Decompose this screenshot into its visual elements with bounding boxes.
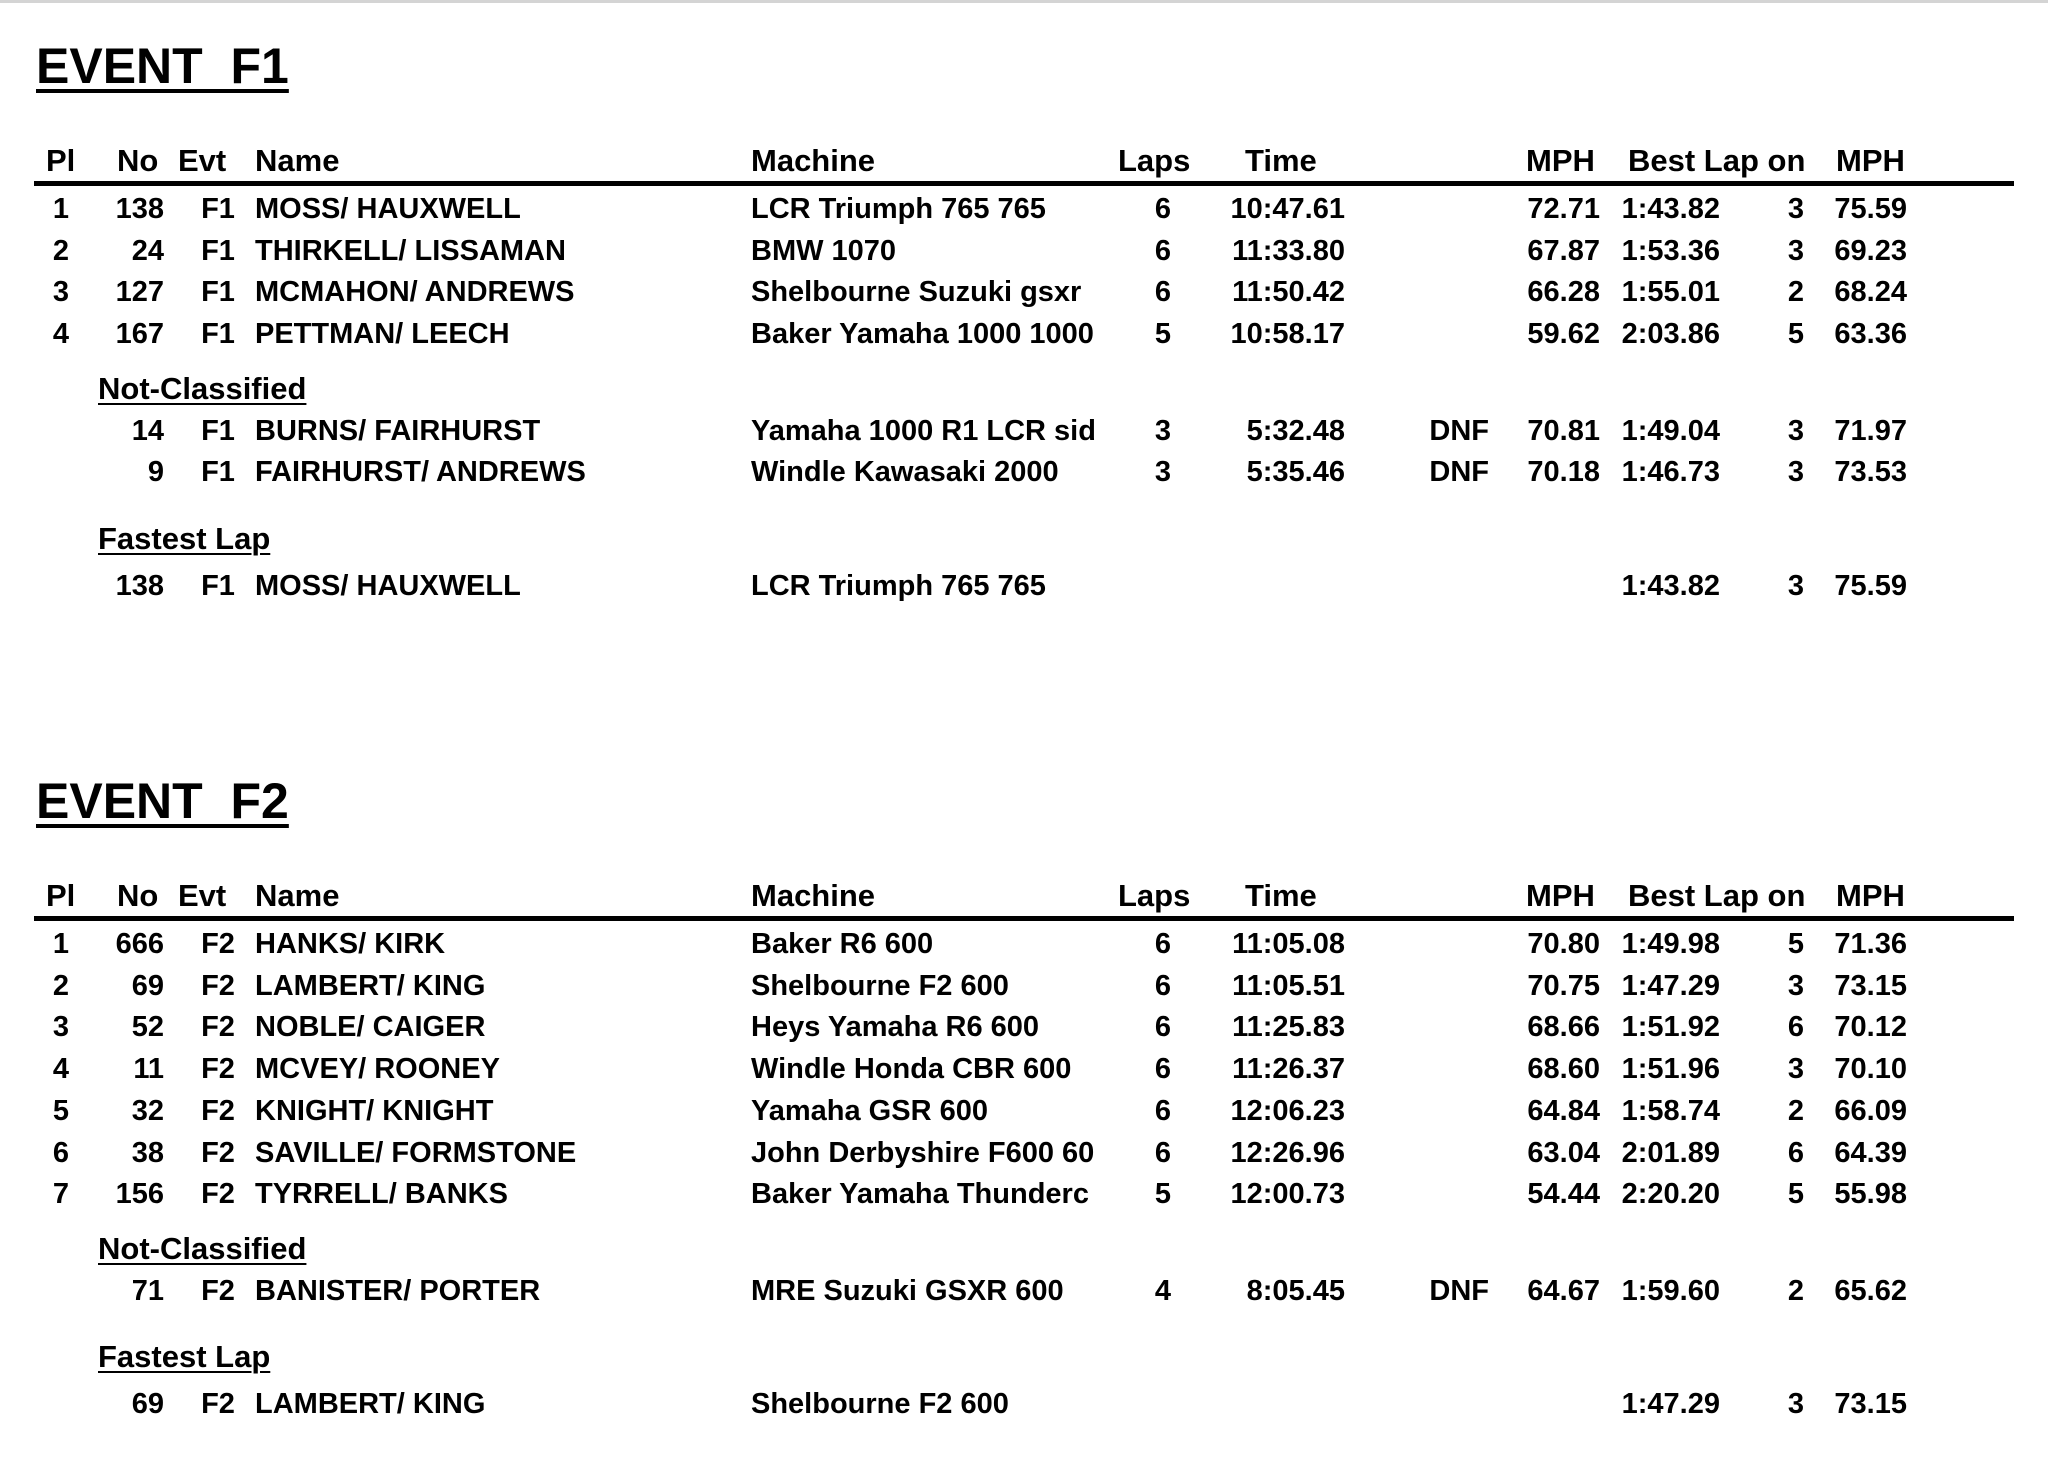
number-cell: 156 xyxy=(115,1178,164,1211)
mph-cell: 70.18 xyxy=(1527,456,1600,489)
best-lap-mph-cell: 66.09 xyxy=(1834,1094,1907,1127)
time-cell: 5:35.46 xyxy=(1246,456,1345,489)
best-lap-on-cell: 6 xyxy=(1787,1011,1804,1044)
result-row xyxy=(0,188,2048,230)
best-lap-on-cell: 5 xyxy=(1787,318,1804,351)
name-cell: BANISTER/ PORTER xyxy=(255,1274,541,1307)
best-lap-mph-cell: 70.10 xyxy=(1834,1053,1907,1086)
best-lap-mph-cell: 70.12 xyxy=(1834,1011,1907,1044)
name-cell: LAMBERT/ KING xyxy=(255,969,486,1002)
best-lap-mph-cell: 71.97 xyxy=(1834,414,1907,447)
best-lap-cell: 1:53.36 xyxy=(1621,234,1720,267)
number-cell: 138 xyxy=(115,569,164,602)
best-lap-cell: 2:01.89 xyxy=(1621,1136,1720,1169)
best-lap-mph-cell: 75.59 xyxy=(1834,569,1907,602)
best-lap-mph-cell: 73.53 xyxy=(1834,456,1907,489)
header-rule xyxy=(34,916,2014,921)
place-cell: 4 xyxy=(52,1053,70,1086)
result-row xyxy=(0,1090,2048,1132)
best-lap-on-cell: 3 xyxy=(1787,234,1804,267)
name-cell: NOBLE/ CAIGER xyxy=(255,1011,486,1044)
best-lap-on-cell: 2 xyxy=(1787,1274,1804,1307)
not-classified-label: Not-Classified xyxy=(98,370,307,406)
event-cell: F2 xyxy=(201,1274,235,1307)
event-cell: F1 xyxy=(201,276,235,309)
mph-cell: 70.75 xyxy=(1527,969,1600,1002)
machine-cell: LCR Triumph 765 765 xyxy=(751,193,1046,225)
fastest-lap-label: Fastest Lap xyxy=(98,520,271,556)
best-lap-cell: 1:55.01 xyxy=(1621,276,1720,309)
machine-cell: Heys Yamaha R6 600 xyxy=(751,1011,1040,1044)
best-lap-cell: 2:20.20 xyxy=(1621,1178,1720,1211)
number-cell: 71 xyxy=(131,1274,164,1307)
best-lap-cell: 1:43.82 xyxy=(1621,569,1720,602)
time-cell: 10:47.61 xyxy=(1230,193,1345,225)
header-best-mph: MPH xyxy=(1836,878,1905,913)
header-rule xyxy=(34,181,2014,186)
event-cell: F2 xyxy=(201,1094,235,1127)
event-cell: F2 xyxy=(201,1388,235,1420)
time-cell: 11:25.83 xyxy=(1232,1011,1345,1044)
header-pl: Pl xyxy=(46,143,76,178)
number-cell: 666 xyxy=(115,928,164,960)
header-pl: Pl xyxy=(46,878,76,913)
header-mph: MPH xyxy=(1526,878,1595,913)
best-lap-cell: 1:51.92 xyxy=(1621,1011,1720,1044)
machine-cell: Yamaha GSR 600 xyxy=(751,1094,988,1127)
number-cell: 24 xyxy=(131,234,164,267)
machine-cell: Baker R6 600 xyxy=(751,928,934,960)
number-cell: 69 xyxy=(131,1388,164,1420)
number-cell: 138 xyxy=(115,193,164,225)
laps-cell: 6 xyxy=(1154,1011,1172,1044)
mph-cell: 64.84 xyxy=(1527,1094,1600,1127)
best-lap-mph-cell: 64.39 xyxy=(1834,1136,1907,1169)
header-name: Name xyxy=(255,143,340,178)
result-row xyxy=(0,1173,2048,1215)
time-cell: 11:05.51 xyxy=(1232,969,1345,1002)
event-cell: F2 xyxy=(201,928,235,960)
header-machine: Machine xyxy=(751,878,876,913)
laps-cell: 5 xyxy=(1154,318,1172,351)
time-cell: 11:26.37 xyxy=(1232,1053,1345,1086)
result-row xyxy=(0,923,2048,965)
best-lap-on-cell: 3 xyxy=(1787,456,1804,489)
laps-cell: 5 xyxy=(1154,1178,1172,1211)
mph-cell: 54.44 xyxy=(1527,1178,1600,1211)
header-laps: Laps xyxy=(1118,878,1191,913)
result-row xyxy=(0,271,2048,313)
mph-cell: 67.87 xyxy=(1527,234,1600,267)
result-row xyxy=(0,1132,2048,1174)
header-mph: MPH xyxy=(1526,143,1595,178)
best-lap-cell: 1:47.29 xyxy=(1621,969,1720,1002)
header-evt: Evt xyxy=(178,143,227,178)
best-lap-on-cell: 3 xyxy=(1787,969,1804,1002)
best-lap-mph-cell: 69.23 xyxy=(1834,234,1907,267)
event-cell: F1 xyxy=(201,414,235,447)
machine-cell: BMW 1070 xyxy=(751,234,897,267)
event-cell: F2 xyxy=(201,1011,235,1044)
best-lap-on-cell: 3 xyxy=(1787,1053,1804,1086)
result-row xyxy=(0,965,2048,1007)
place-cell: 2 xyxy=(52,969,70,1002)
fastest-lap-row xyxy=(0,1383,2048,1425)
name-cell: BURNS/ FAIRHURST xyxy=(255,414,541,447)
place-cell: 6 xyxy=(52,1136,70,1169)
laps-cell: 6 xyxy=(1154,928,1172,960)
best-lap-on-cell: 5 xyxy=(1787,1178,1804,1211)
best-lap-mph-cell: 63.36 xyxy=(1834,318,1907,351)
machine-cell: Baker Yamaha 1000 1000 xyxy=(751,318,1094,351)
best-lap-on-cell: 3 xyxy=(1787,569,1804,602)
machine-cell: LCR Triumph 765 765 xyxy=(751,569,1046,602)
best-lap-cell: 1:58.74 xyxy=(1621,1094,1720,1127)
place-cell: 3 xyxy=(52,276,70,309)
best-lap-cell: 2:03.86 xyxy=(1621,318,1720,351)
laps-cell: 6 xyxy=(1154,1136,1172,1169)
name-cell: THIRKELL/ LISSAMAN xyxy=(255,234,566,267)
event-cell: F2 xyxy=(201,1136,235,1169)
result-row xyxy=(0,230,2048,272)
name-cell: KNIGHT/ KNIGHT xyxy=(255,1094,494,1127)
header-best-lap-on: Best Lap on xyxy=(1628,143,1806,178)
status-cell: DNF xyxy=(1429,414,1489,447)
header-evt: Evt xyxy=(178,878,227,913)
name-cell: MCMAHON/ ANDREWS xyxy=(255,276,575,309)
place-cell: 7 xyxy=(52,1178,70,1211)
laps-cell: 6 xyxy=(1154,1094,1172,1127)
not-classified-label: Not-Classified xyxy=(98,1230,307,1266)
number-cell: 14 xyxy=(131,414,164,447)
best-lap-cell: 1:59.60 xyxy=(1621,1274,1720,1307)
best-lap-cell: 1:46.73 xyxy=(1621,456,1720,489)
best-lap-cell: 1:43.82 xyxy=(1621,193,1720,225)
mph-cell: 66.28 xyxy=(1527,276,1600,309)
machine-cell: Shelbourne Suzuki gsxr xyxy=(751,276,1082,309)
fastest-lap-row xyxy=(0,565,2048,607)
laps-cell: 6 xyxy=(1154,193,1172,225)
best-lap-mph-cell: 68.24 xyxy=(1834,276,1907,309)
machine-cell: John Derbyshire F600 60 xyxy=(751,1136,1095,1169)
laps-cell: 3 xyxy=(1154,414,1172,447)
event-cell: F1 xyxy=(201,318,235,351)
table-header xyxy=(0,140,2048,182)
header-name: Name xyxy=(255,878,340,913)
result-row xyxy=(0,313,2048,355)
mph-cell: 63.04 xyxy=(1527,1136,1600,1169)
place-cell: 1 xyxy=(52,193,70,225)
not-classified-row xyxy=(0,1270,2048,1312)
best-lap-cell: 1:49.98 xyxy=(1621,928,1720,960)
time-cell: 12:26.96 xyxy=(1230,1136,1345,1169)
number-cell: 32 xyxy=(131,1094,164,1127)
machine-cell: Baker Yamaha Thunderc xyxy=(751,1178,1089,1211)
event-cell: F1 xyxy=(201,234,235,267)
event-cell: F2 xyxy=(201,1178,235,1211)
mph-cell: 70.81 xyxy=(1527,414,1600,447)
time-cell: 10:58.17 xyxy=(1230,318,1345,351)
name-cell: TYRRELL/ BANKS xyxy=(255,1178,508,1211)
best-lap-on-cell: 2 xyxy=(1787,276,1804,309)
place-cell: 3 xyxy=(52,1011,70,1044)
best-lap-mph-cell: 73.15 xyxy=(1834,1388,1907,1420)
number-cell: 11 xyxy=(133,1053,164,1086)
time-cell: 11:33.80 xyxy=(1232,234,1345,267)
name-cell: FAIRHURST/ ANDREWS xyxy=(255,456,586,489)
not-classified-row xyxy=(0,451,2048,493)
time-cell: 11:05.08 xyxy=(1232,928,1345,960)
best-lap-on-cell: 2 xyxy=(1787,1094,1804,1127)
place-cell: 4 xyxy=(52,318,70,351)
header-no: No xyxy=(117,878,159,913)
best-lap-mph-cell: 55.98 xyxy=(1834,1178,1907,1211)
event-cell: F1 xyxy=(201,193,235,225)
best-lap-on-cell: 3 xyxy=(1787,414,1804,447)
laps-cell: 6 xyxy=(1154,1053,1172,1086)
machine-cell: Shelbourne F2 600 xyxy=(751,1388,1009,1420)
header-laps: Laps xyxy=(1118,143,1191,178)
machine-cell: MRE Suzuki GSXR 600 xyxy=(751,1274,1064,1307)
mph-cell: 68.60 xyxy=(1527,1053,1600,1086)
table-header xyxy=(0,875,2048,917)
header-machine: Machine xyxy=(751,143,876,178)
laps-cell: 6 xyxy=(1154,234,1172,267)
result-row xyxy=(0,1048,2048,1090)
time-cell: 5:32.48 xyxy=(1246,414,1345,447)
number-cell: 9 xyxy=(147,456,164,489)
event-title: EVENT F2 xyxy=(36,773,289,829)
place-cell: 5 xyxy=(52,1094,70,1127)
name-cell: MOSS/ HAUXWELL xyxy=(255,193,521,225)
best-lap-mph-cell: 75.59 xyxy=(1834,193,1907,225)
place-cell: 1 xyxy=(52,928,70,960)
event-section xyxy=(0,735,2048,1475)
event-cell: F2 xyxy=(201,969,235,1002)
name-cell: MOSS/ HAUXWELL xyxy=(255,569,521,602)
mph-cell: 70.80 xyxy=(1527,928,1600,960)
best-lap-on-cell: 6 xyxy=(1787,1136,1804,1169)
event-cell: F1 xyxy=(201,569,235,602)
event-cell: F2 xyxy=(201,1053,235,1086)
laps-cell: 6 xyxy=(1154,969,1172,1002)
best-lap-cell: 1:49.04 xyxy=(1621,414,1720,447)
header-no: No xyxy=(117,143,159,178)
number-cell: 127 xyxy=(115,276,164,309)
machine-cell: Shelbourne F2 600 xyxy=(751,969,1009,1002)
mph-cell: 59.62 xyxy=(1527,318,1600,351)
best-lap-cell: 1:47.29 xyxy=(1621,1388,1720,1420)
status-cell: DNF xyxy=(1429,1274,1489,1307)
status-cell: DNF xyxy=(1429,456,1489,489)
time-cell: 11:50.42 xyxy=(1232,276,1345,309)
best-lap-mph-cell: 71.36 xyxy=(1834,928,1907,960)
mph-cell: 68.66 xyxy=(1527,1011,1600,1044)
laps-cell: 4 xyxy=(1154,1274,1172,1307)
number-cell: 167 xyxy=(115,318,164,351)
result-row xyxy=(0,1006,2048,1048)
not-classified-row xyxy=(0,410,2048,452)
number-cell: 69 xyxy=(131,969,164,1002)
name-cell: HANKS/ KIRK xyxy=(255,928,446,960)
machine-cell: Windle Kawasaki 2000 xyxy=(751,456,1059,489)
event-title: EVENT F1 xyxy=(36,38,289,94)
name-cell: PETTMAN/ LEECH xyxy=(255,318,510,351)
best-lap-mph-cell: 65.62 xyxy=(1834,1274,1907,1307)
time-cell: 8:05.45 xyxy=(1246,1274,1345,1307)
best-lap-cell: 1:51.96 xyxy=(1621,1053,1720,1086)
best-lap-mph-cell: 73.15 xyxy=(1834,969,1907,1002)
header-time: Time xyxy=(1245,143,1317,178)
mph-cell: 64.67 xyxy=(1527,1274,1600,1307)
header-best-lap-on: Best Lap on xyxy=(1628,878,1806,913)
number-cell: 52 xyxy=(131,1011,164,1044)
time-cell: 12:00.73 xyxy=(1230,1178,1345,1211)
mph-cell: 72.71 xyxy=(1527,193,1600,225)
best-lap-on-cell: 3 xyxy=(1787,1388,1804,1420)
place-cell: 2 xyxy=(52,234,70,267)
header-time: Time xyxy=(1245,878,1317,913)
fastest-lap-label: Fastest Lap xyxy=(98,1339,271,1375)
machine-cell: Windle Honda CBR 600 xyxy=(751,1053,1072,1086)
best-lap-on-cell: 3 xyxy=(1787,193,1804,225)
event-cell: F1 xyxy=(201,456,235,489)
time-cell: 12:06.23 xyxy=(1230,1094,1345,1127)
machine-cell: Yamaha 1000 R1 LCR sid xyxy=(751,414,1096,447)
header-best-mph: MPH xyxy=(1836,143,1905,178)
laps-cell: 3 xyxy=(1154,456,1172,489)
best-lap-on-cell: 5 xyxy=(1787,928,1804,960)
laps-cell: 6 xyxy=(1154,276,1172,309)
name-cell: LAMBERT/ KING xyxy=(255,1388,486,1420)
number-cell: 38 xyxy=(131,1136,164,1169)
name-cell: SAVILLE/ FORMSTONE xyxy=(255,1136,577,1169)
name-cell: MCVEY/ ROONEY xyxy=(255,1053,500,1086)
